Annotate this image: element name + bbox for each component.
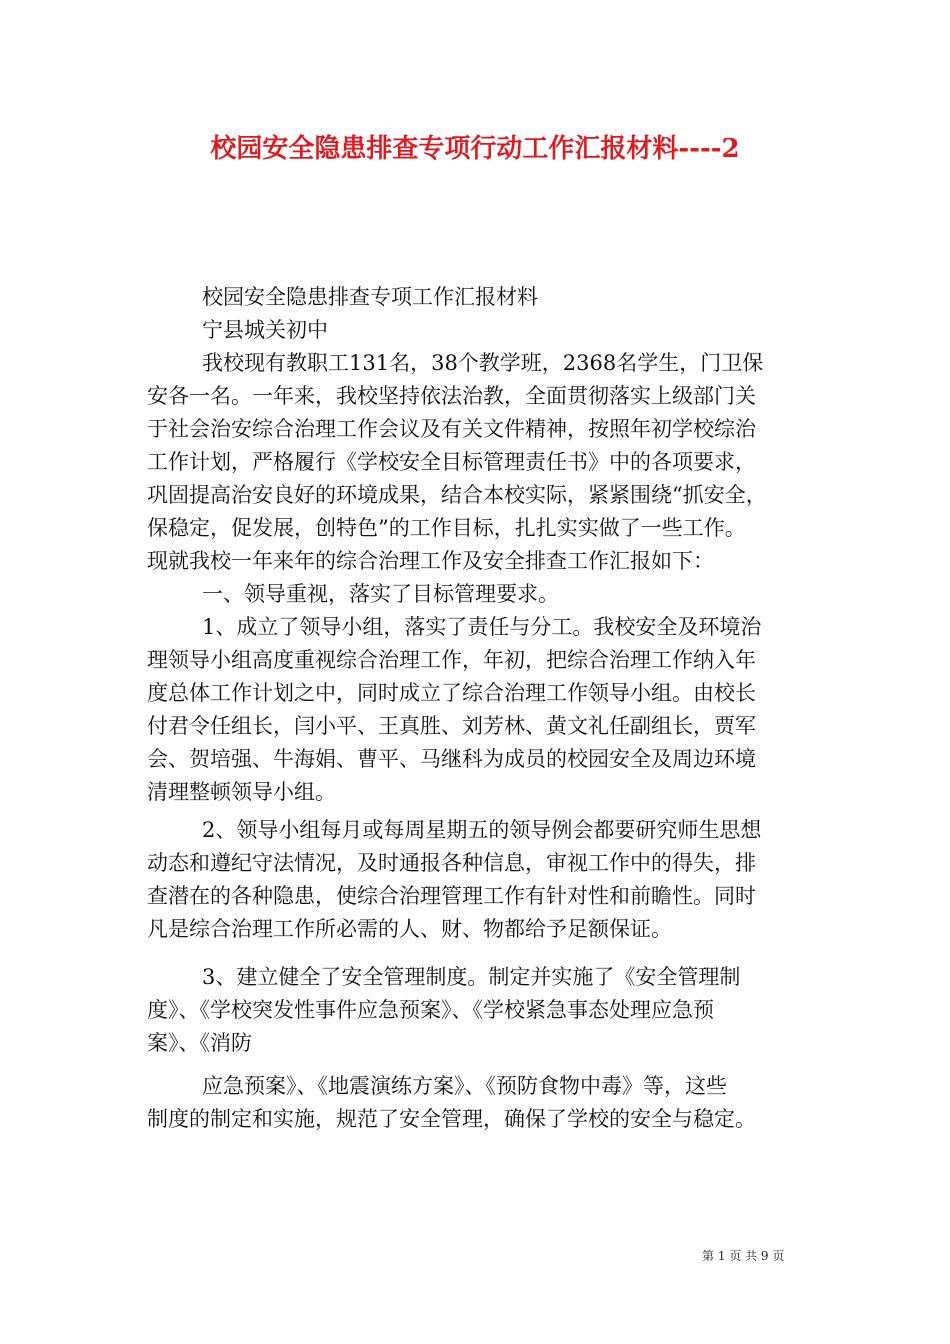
body-line: 3、建立健全了安全管理制度。制定并实施了《安全管理制 [202,965,741,989]
body-line: 巩固提高治安良好的环境成果，结合本校实际，紧紧围绕“抓安全， [147,483,767,507]
school-name: 宁县城关初中 [202,318,328,342]
body-line: 会、贺培强、牛海娟、曹平、马继科为成员的校园安全及周边环境 [147,747,756,771]
page-number: 第 1 页 共 9 页 [702,1249,785,1263]
body-line: 清理整顿领导小组。 [147,780,336,804]
body-line: 制度的制定和实施，规范了安全管理，确保了学校的安全与稳定。 [147,1107,756,1131]
body-line: 凡是综合治理工作所必需的人、财、物都给予足额保证。 [147,917,672,941]
body-line: 查潜在的各种隐患，使综合治理管理工作有针对性和前瞻性。同时 [147,884,756,908]
body-line: 于社会治安综合治理工作会议及有关文件精神，按照年初学校综治 [147,417,756,441]
body-line: 理领导小组高度重视综合治理工作，年初，把综合治理工作纳入年 [147,648,756,672]
body-line: 案》、《消防 [147,1031,252,1055]
document-title: 校园安全隐患排查专项行动工作汇报材料----2 [210,134,740,164]
body-line: 现就我校一年来年的综合治理工作及安全排查工作汇报如下： [147,549,714,573]
body-line: 我校现有教职工131名，38个教学班，2368名学生，门卫保 [202,351,764,375]
body-line: 度》、《学校突发性事件应急预案》、《学校紧急事态处理应急预 [147,998,714,1022]
body-line: 1、成立了领导小组，落实了责任与分工。我校安全及环境治 [202,615,762,639]
body-line: 应急预案》、《地震演练方案》、《预防食物中毒》等，这些 [202,1074,727,1098]
body-line: 2、领导小组每月或每周星期五的领导例会都要研究师生思想 [202,818,762,842]
body-line: 保稳定，促发展，创特色”的工作目标，扎扎实实做了一些工作。 [147,516,746,540]
body-line: 工作计划，严格履行《学校安全目标管理责任书》中的各项要求， [147,450,756,474]
body-line: 度总体工作计划之中，同时成立了综合治理工作领导小组。由校长 [147,681,756,705]
subtitle-line: 校园安全隐患排查专项工作汇报材料 [202,285,538,309]
body-line: 付君令任组长，闫小平、王真胜、刘芳林、黄文礼任副组长，贾军 [147,714,756,738]
section-heading: 一、领导重视，落实了目标管理要求。 [202,582,559,606]
body-line: 安各一名。一年来，我校坚持依法治教，全面贯彻落实上级部门关 [147,384,756,408]
body-line: 动态和遵纪守法情况，及时通报各种信息，审视工作中的得失，排 [147,851,756,875]
